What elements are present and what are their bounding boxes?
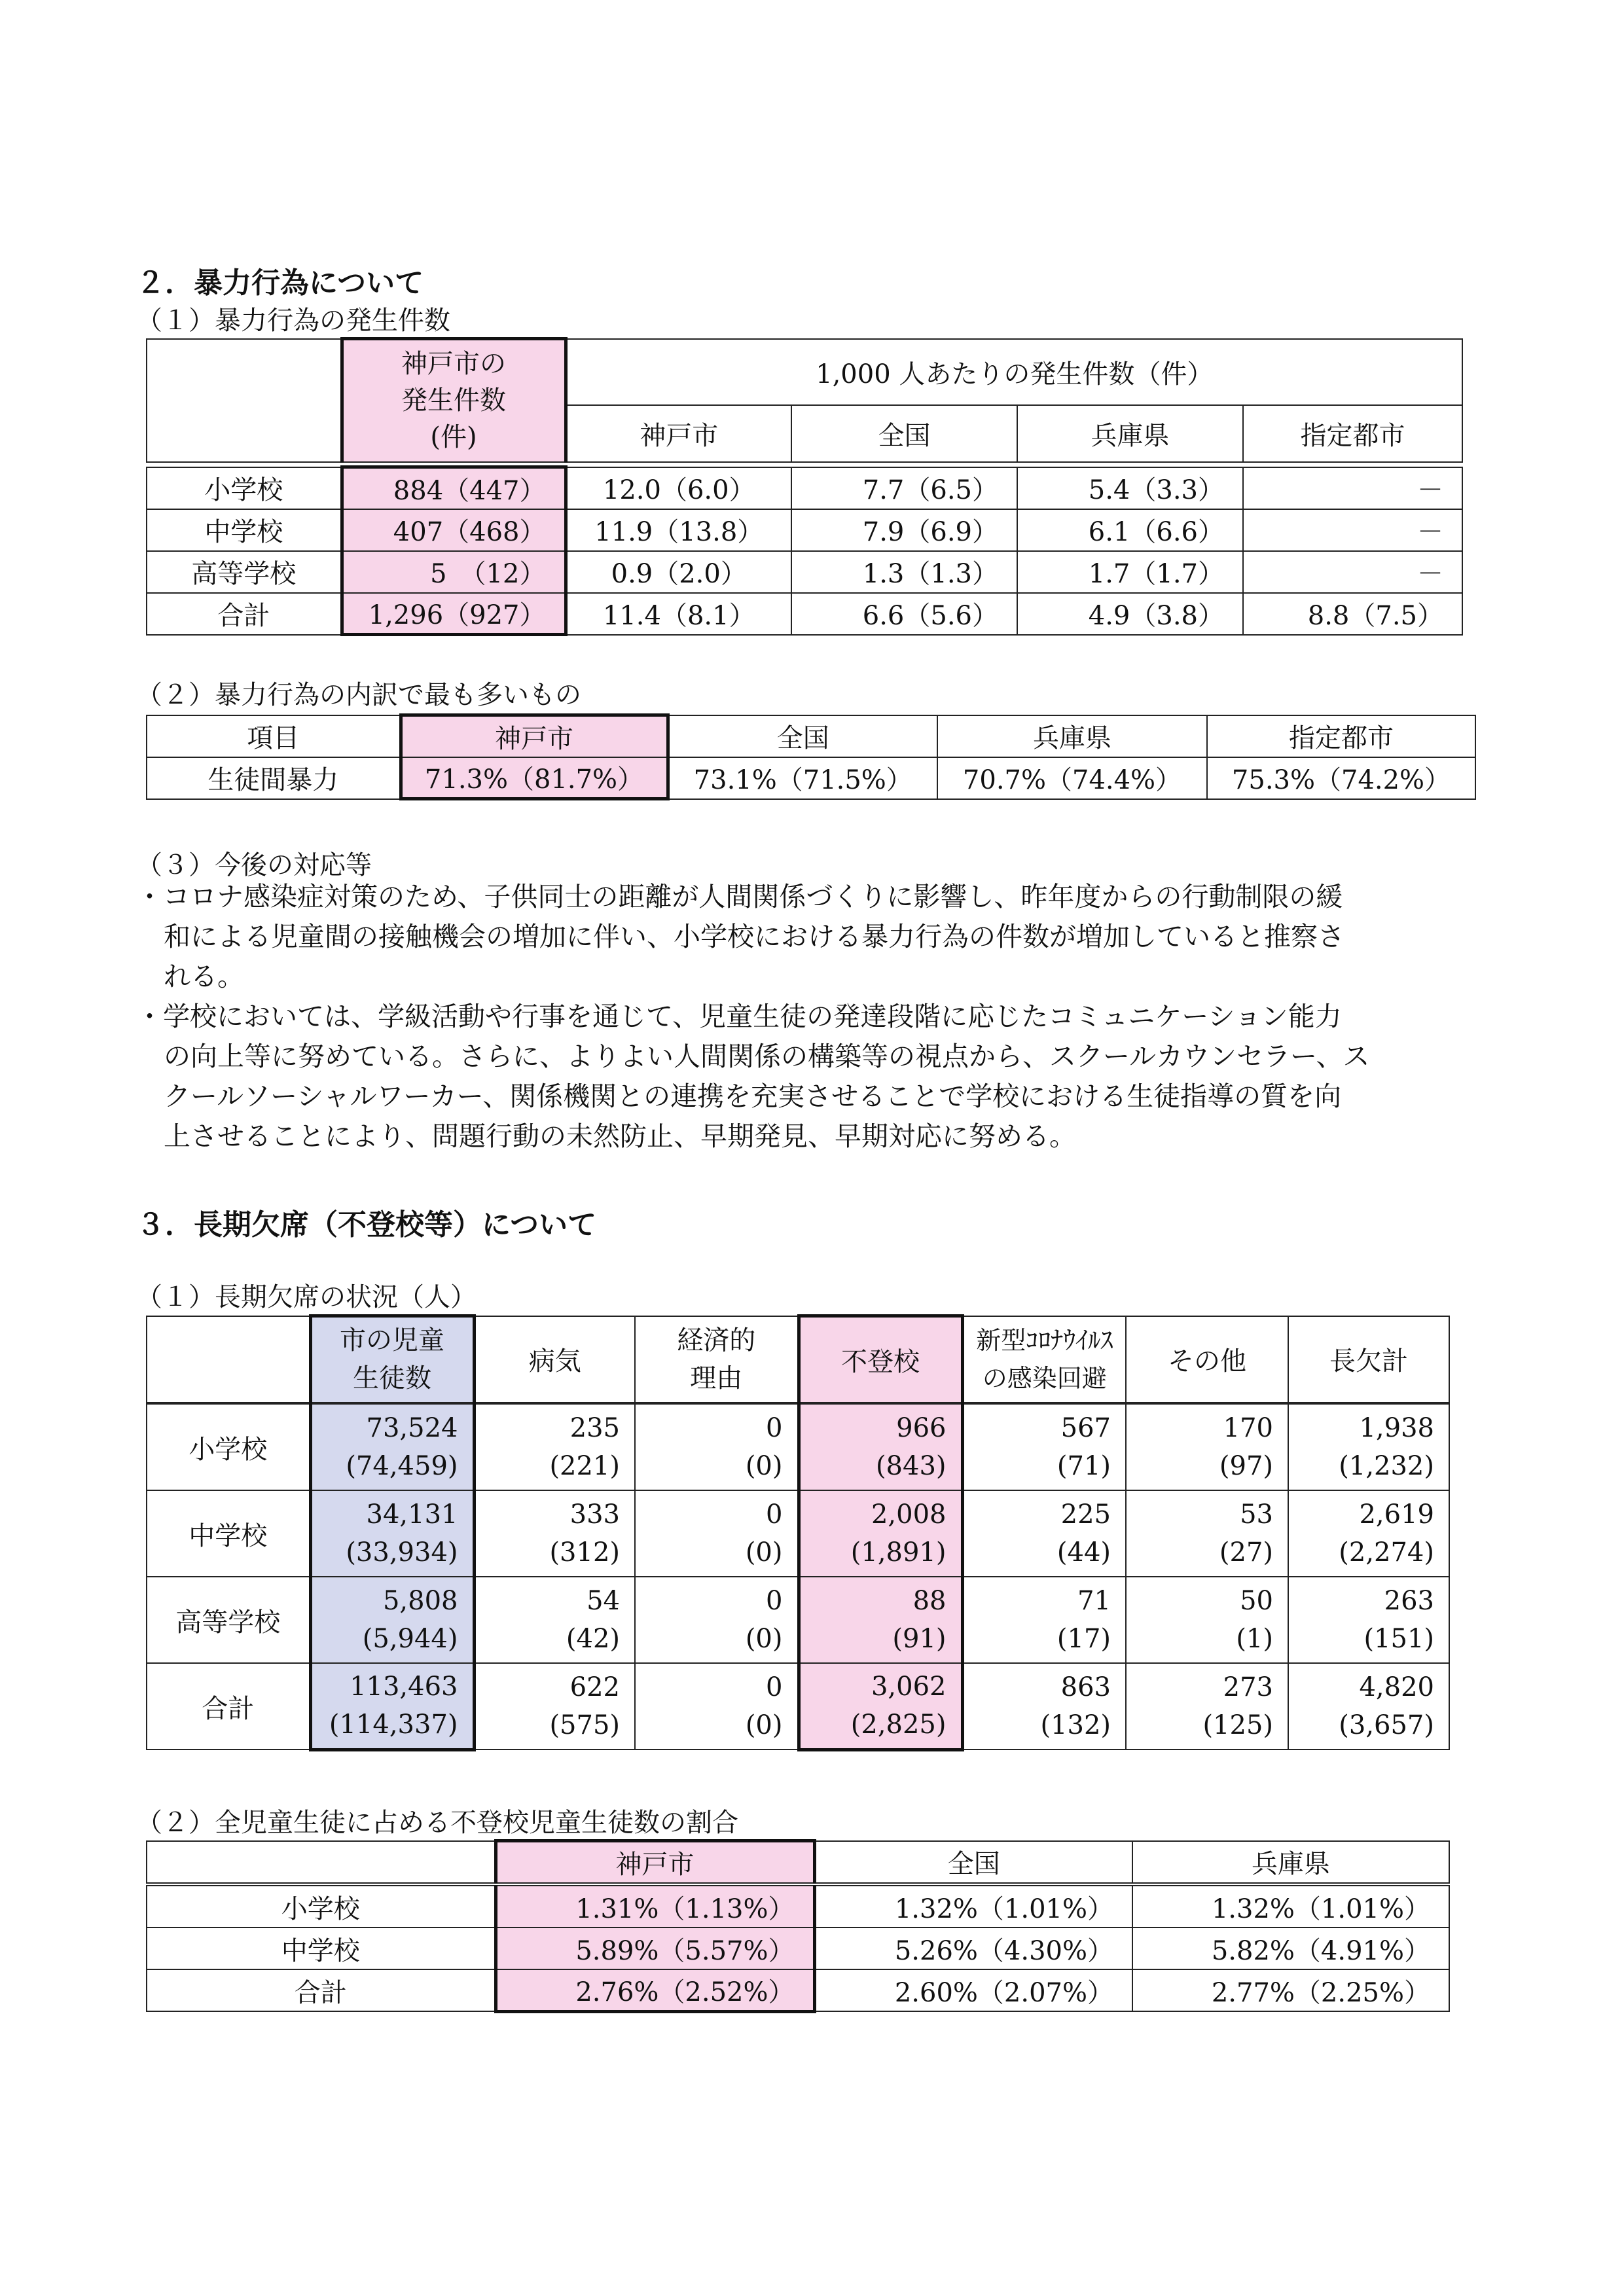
long-absence-table [146,1314,1450,1403]
col-kobe: 神戸市 [566,405,791,462]
table-row [147,1404,1449,1490]
violence-count-header [146,337,1463,463]
table-row: 生徒間暴力 71.3%（81.7%） 73.1%（71.5%） 70.7%（74.4%） 75.3%（74.2%） [147,757,1475,799]
table-row: 小学校 884（447） 12.0（6.0） 7.7（6.5） 5.4（3.3） － [147,467,1462,509]
table-row [147,1577,1449,1663]
absence-cell: 71 (17) [962,1577,1126,1663]
sub1-title: （１）暴力行為の発生件数 [136,306,450,336]
empty-header-cell [147,339,342,462]
absence-cell: 34,131 (33,934) [310,1490,474,1577]
row-label: 合計 [147,1663,310,1749]
violence-breakdown-table [146,713,1476,800]
absence-cell: 0 (0) [635,1663,799,1749]
section3-title: ３．長期欠席（不登校等）について [136,1208,597,1242]
s3-sub1-title: （１）長期欠席の状況（人） [136,1282,477,1312]
table-row [147,1490,1449,1577]
sub3-title: （３）今後の対応等 [136,850,372,880]
row-label: 高等学校 [147,1577,310,1663]
table-row: 合計 2.76%（2.52%） 2.60%（2.07%） 2.77%（2.25%） [147,1969,1449,2011]
absence-cell: 0 (0) [635,1490,799,1577]
col-cities: 指定都市 [1243,405,1462,462]
absence-cell: 225 (44) [962,1490,1126,1577]
table-row: 項目 神戸市 全国 兵庫県 指定都市 [147,715,1475,757]
col-hyogo: 兵庫県 [1017,405,1243,462]
table-header-row: 市の児童 生徒数 病気 経済的 理由 不登校 新型ｺﾛﾅｳｲﾙｽ の感染回避 その他 長欠計 [147,1316,1449,1403]
absence-cell: 50 (1) [1126,1577,1288,1663]
table-row: 合計 1,296（927） 11.4（8.1） 6.6（5.6） 4.9（3.8） 8.8（7.5） [147,593,1462,635]
absence-cell: 622 (575) [474,1663,635,1749]
absence-cell: 966 (843) [799,1404,962,1490]
absence-cell: 333 (312) [474,1490,635,1577]
absence-cell: 73,524 (74,459) [310,1404,474,1490]
absence-cell: 88 (91) [799,1577,962,1663]
absence-cell: 54 (42) [474,1577,635,1663]
absence-cell: 5,808 (5,944) [310,1577,474,1663]
ratio-table-body [146,1885,1450,2013]
empty-header-cell [147,1316,310,1403]
absence-cell: 0 (0) [635,1577,799,1663]
absence-cell: 273 (125) [1126,1663,1288,1749]
row-label: 中学校 [147,1490,310,1577]
absence-cell: 0 (0) [635,1404,799,1490]
absence-cell: 2,008 (1,891) [799,1490,962,1577]
kobe-count-header: 神戸市の 発生件数 (件) [342,339,566,462]
s3-sub2-title: （２）全児童生徒に占める不登校児童生徒数の割合 [136,1808,738,1838]
long-absence-body [146,1403,1450,1751]
absence-cell: 113,463 (114,337) [310,1663,474,1749]
absence-cell: 235 (221) [474,1404,635,1490]
sub2-title: （２）暴力行為の内訳で最も多いもの [136,680,581,710]
section2-title: ２．暴力行為について [136,266,424,300]
absence-cell: 263 (151) [1288,1577,1449,1663]
per1000-header: 1,000 人あたりの発生件数（件） [566,339,1462,405]
absence-cell: 1,938 (1,232) [1288,1404,1449,1490]
ratio-table [146,1839,1450,1884]
absence-cell: 567 (71) [962,1404,1126,1490]
absence-cell: 53 (27) [1126,1490,1288,1577]
violence-count-body [146,465,1463,636]
absence-cell: 170 (97) [1126,1404,1288,1490]
bullet-2: ・学校においては、学級活動や行事を通じて、児童生徒の発達段階に応じたコミュニケーション能力 の向上等に努めている。さらに、よりよい人間関係の構築等の視点から、スクールカウンセラー、ス クールソーシャルワーカー、関係機関との連携を充実させることで学校における生徒指導の質を向 上させることにより、問題行動の未然防止、早期発見、早期対応に努める。 [136,1001,1370,1152]
table-row: 中学校 5.89%（5.57%） 5.26%（4.30%） 5.82%（4.91%） [147,1928,1449,1969]
table-row: 神戸市 全国 兵庫県 [147,1841,1449,1883]
row-label: 小学校 [147,1404,310,1490]
table-row [147,1663,1449,1749]
table-row: 小学校 1.31%（1.13%） 1.32%（1.01%） 1.32%（1.01%） [147,1886,1449,1928]
bullet-1: ・コロナ感染症対策のため、子供同士の距離が人間関係づくりに影響し、昨年度からの行動制限の緩 和による児童間の接触機会の増加に伴い、小学校における暴力行為の件数が増加していると推察さ れる。 [136,881,1344,992]
absence-cell: 3,062 (2,825) [799,1663,962,1749]
table-row: 中学校 407（468） 11.9（13.8） 7.9（6.9） 6.1（6.6） － [147,509,1462,551]
absence-cell: 2,619 (2,274) [1288,1490,1449,1577]
absence-cell: 863 (132) [962,1663,1126,1749]
absence-cell: 4,820 (3,657) [1288,1663,1449,1749]
col-national: 全国 [791,405,1017,462]
table-row: 高等学校 5 （12） 0.9（2.0） 1.3（1.3） 1.7（1.7） － [147,551,1462,593]
